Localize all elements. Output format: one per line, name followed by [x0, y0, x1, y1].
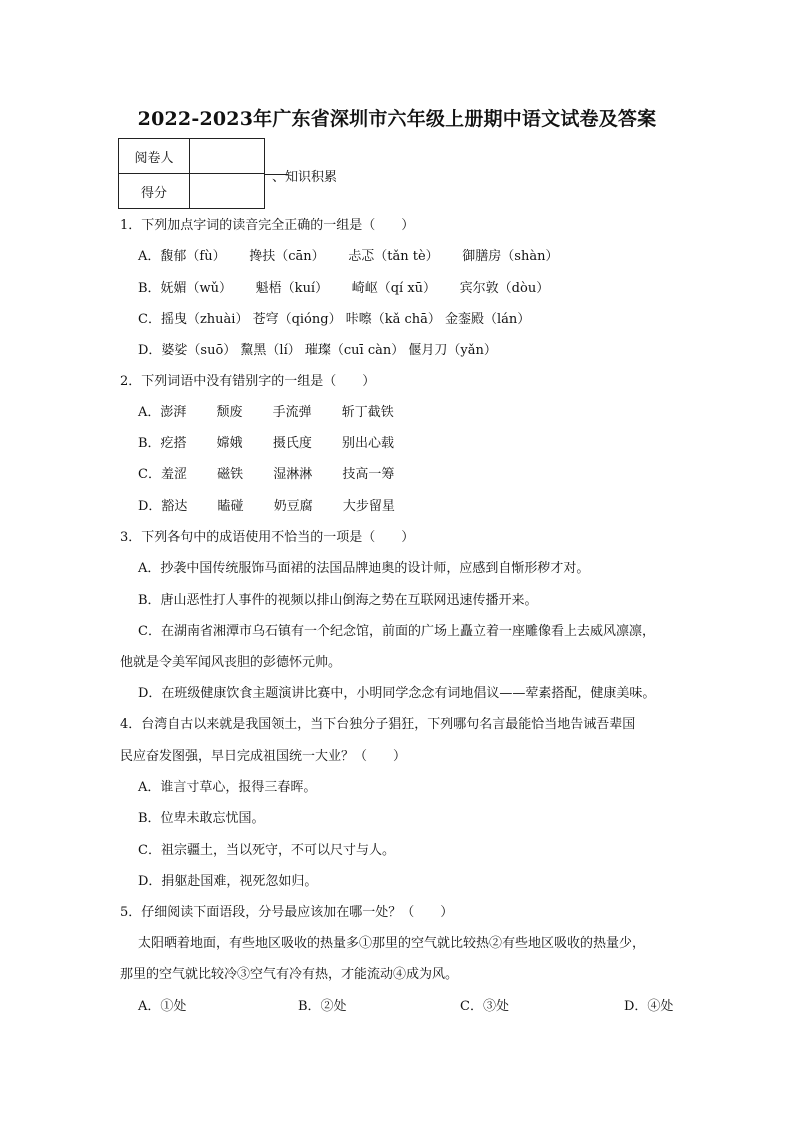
- question-4-option-c: C．祖宗疆土，当以死守，不可以尺寸与人。: [138, 843, 395, 858]
- question-5-passage-line-2: 那里的空气就比较冷③空气有冷有热，才能流动④成为风。: [120, 967, 459, 982]
- question-4-stem: 4．台湾自古以来就是我国领土，当下台独分子猖狂，下列哪句名言最能恰当地告诫吾辈国: [120, 717, 636, 732]
- question-2-option-b: B．疙搭 嫦娥 摄氏度 别出心载: [138, 436, 394, 451]
- question-2-option-d: D．豁达 瞌碰 奶豆腐 大步留星: [138, 499, 395, 514]
- question-4-option-b: B．位卑未敢忘忧国。: [138, 811, 265, 826]
- question-1-option-b: B．妩媚（wǔ） 魁梧（kuí） 崎岖（qí xū） 宾尔敦（dòu）: [138, 281, 550, 296]
- page-title: 2022-2023年广东省深圳市六年级上册期中语文试卷及答案: [137, 108, 657, 130]
- grader-label: 阅卷人: [119, 139, 190, 174]
- question-1-option-c: C．摇曳（zhuài） 苍穹（qióng） 咔嚓（kǎ chā） 金銮殿（lán）: [138, 312, 531, 327]
- section-heading: 、知识积累: [272, 170, 338, 185]
- question-3-option-b: B．唐山恶性打人事件的视频以排山倒海之势在互联网迅速传播开来。: [138, 593, 538, 608]
- score-table-row: [119, 174, 265, 209]
- question-5-option-d: D．④处: [624, 999, 674, 1014]
- question-2-stem: 2．下列词语中没有错别字的一组是（ ）: [120, 374, 376, 389]
- score-label: 得分: [119, 174, 190, 209]
- question-1-option-d: D．婆娑（suō） 黧黑（lí） 璀璨（cuī càn） 偃月刀（yǎn）: [138, 343, 497, 358]
- question-2-option-a: A．澎湃 颓废 手流弹 斩丁截铁: [138, 405, 394, 420]
- question-4-stem-continued: 民应奋发图强，早日完成祖国统一大业？（ ）: [120, 749, 407, 764]
- question-4-option-d: D．捐躯赴国难，视死忽如归。: [138, 874, 318, 889]
- question-2-option-c: C．羞涩 磁铁 湿淋淋 技高一筹: [138, 467, 395, 482]
- score-table: [118, 138, 265, 209]
- question-4-option-a: A．谁言寸草心，报得三春晖。: [138, 780, 317, 795]
- question-5-option-b: B．②处: [298, 999, 347, 1014]
- question-3-option-a: A．抄袭中国传统服饰马面裙的法国品牌迪奥的设计师，应感到自惭形秽才对。: [138, 561, 590, 576]
- question-1-stem: 1．下列加点字词的读音完全正确的一组是（ ）: [120, 218, 415, 233]
- question-5-option-c: C．③处: [460, 999, 509, 1014]
- question-5-stem: 5．仔细阅读下面语段，分号最应该加在哪一处？（ ）: [120, 905, 454, 920]
- question-5-passage-line-1: 太阳晒着地面，有些地区吸收的热量多①那里的空气就比较热②有些地区吸收的热量少，: [138, 936, 646, 951]
- question-3-option-c-continued: 他就是令美军闻风丧胆的彭德怀元帅。: [120, 655, 342, 670]
- question-3-option-d: D．在班级健康饮食主题演讲比赛中，小明同学念念有词地倡议——荤素搭配，健康美味。: [138, 686, 656, 701]
- score-table-row: [119, 139, 265, 174]
- grader-cell: [190, 139, 265, 174]
- question-3-stem: 3．下列各句中的成语使用不恰当的一项是（ ）: [120, 530, 415, 545]
- score-cell: [190, 174, 265, 209]
- question-3-option-c: C．在湖南省湘潭市乌石镇有一个纪念馆，前面的广场上矗立着一座雕像看上去威风凛凛，: [138, 624, 655, 639]
- question-1-option-a: A．馥郁（fù） 搀扶（cān） 忐忑（tǎn tè） 御膳房（shàn）: [138, 249, 559, 264]
- question-5-option-a: A．①处: [138, 999, 187, 1014]
